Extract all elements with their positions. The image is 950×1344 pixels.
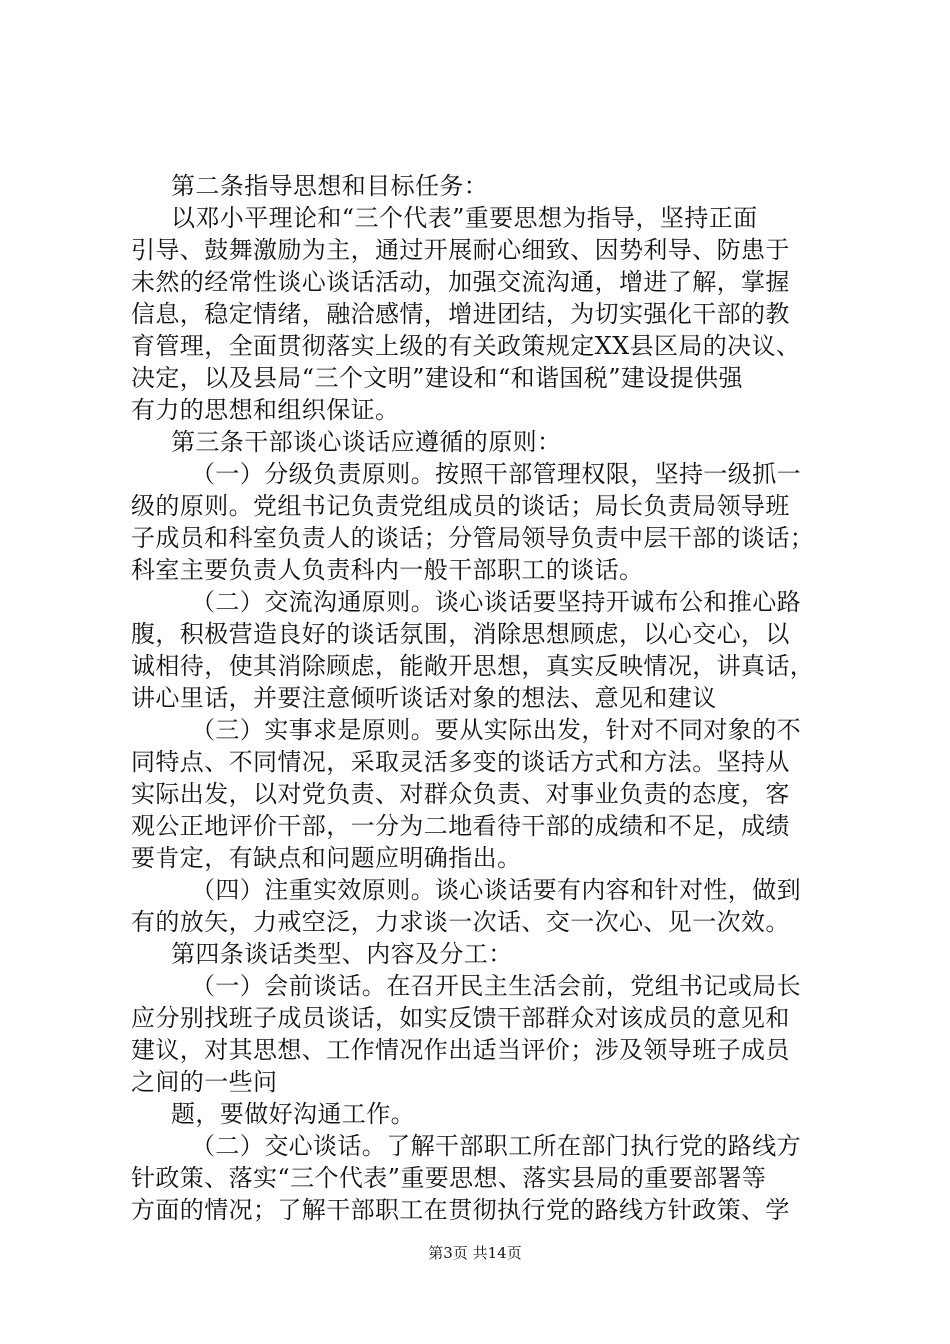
text-line: 有力的思想和组织保证。 (131, 396, 400, 424)
text-line: 有的放矢，力戒空泛，力求谈一次话、交一次心、见一次效。 (131, 908, 790, 936)
text-line: 观公正地评价干部，一分为二地看待干部的成绩和不足，成绩 (131, 812, 790, 840)
text-line: 实际出发，以对党负责、对群众负责、对事业负责的态度，客 (131, 780, 790, 808)
text-line: 针政策、落实“三个代表”重要思想、落实县局的重要部署等 (131, 1164, 767, 1192)
text-line: 引导、鼓舞激励为主，通过开展耐心细致、因势利导、防患于 (131, 236, 790, 264)
text-line: 同特点、不同情况，采取灵活多变的谈话方式和方法。坚持从 (131, 748, 790, 776)
text-line: 腹，积极营造良好的谈话氛围，消除思想顾虑，以心交心，以 (131, 620, 790, 648)
text-line: 第二条指导思想和目标任务： (171, 172, 489, 200)
text-line: 科室主要负责人负责科内一般干部职工的谈话。 (131, 556, 644, 584)
text-line: （四）注重实效原则。谈心谈话要有内容和针对性，做到 (191, 876, 801, 904)
text-line: 建议，对其思想、工作情况作出适当评价；涉及领导班子成员 (131, 1036, 790, 1064)
text-line: （一）会前谈话。在召开民主生活会前，党组书记或局长 (191, 972, 801, 1000)
text-line: 育管理，全面贯彻落实上级的有关政策规定XX县区局的决议、 (131, 332, 801, 360)
document-body (131, 170, 831, 1226)
text-line: 第三条干部谈心谈话应遵循的原则： (171, 428, 562, 456)
text-line: 信息，稳定情绪，融洽感情，增进团结，为切实强化干部的教 (131, 300, 790, 328)
text-line: 以邓小平理论和“三个代表”重要思想为指导，坚持正面 (171, 204, 758, 232)
text-line: 未然的经常性谈心谈话活动，加强交流沟通，增进了解，掌握 (131, 268, 790, 296)
page-footer: 第3页 共14页 (428, 1244, 522, 1262)
text-line: （二）交心谈话。了解干部职工所在部门执行党的路线方 (191, 1132, 801, 1160)
text-line: 题，要做好沟通工作。 (171, 1100, 415, 1128)
text-line: 应分别找班子成员谈话，如实反馈干部群众对该成员的意见和 (131, 1004, 790, 1032)
text-line: 要肯定，有缺点和问题应明确指出。 (131, 844, 522, 872)
text-line: 诚相待，使其消除顾虑，能敞开思想，真实反映情况，讲真话， (131, 652, 815, 680)
text-line: 级的原则。党组书记负责党组成员的谈话；局长负责局领导班 (131, 492, 790, 520)
text-line: （二）交流沟通原则。谈心谈话要坚持开诚布公和推心路 (191, 588, 801, 616)
text-line: 方面的情况；了解干部职工在贯彻执行党的路线方针政策、学 (131, 1196, 790, 1224)
text-line: 之间的一些问 (131, 1068, 278, 1096)
text-line: 第四条谈话类型、内容及分工： (171, 940, 513, 968)
text-line: （三）实事求是原则。要从实际出发，针对不同对象的不 (191, 716, 801, 744)
text-line: （一）分级负责原则。按照干部管理权限，坚持一级抓一 (191, 460, 801, 488)
text-line: 讲心里话，并要注意倾听谈话对象的想法、意见和建议 (131, 684, 717, 712)
text-line: 决定，以及县局“三个文明”建设和“和谐国税”建设提供强 (131, 364, 743, 392)
text-line: 子成员和科室负责人的谈话；分管局领导负责中层干部的谈话； (131, 524, 815, 552)
